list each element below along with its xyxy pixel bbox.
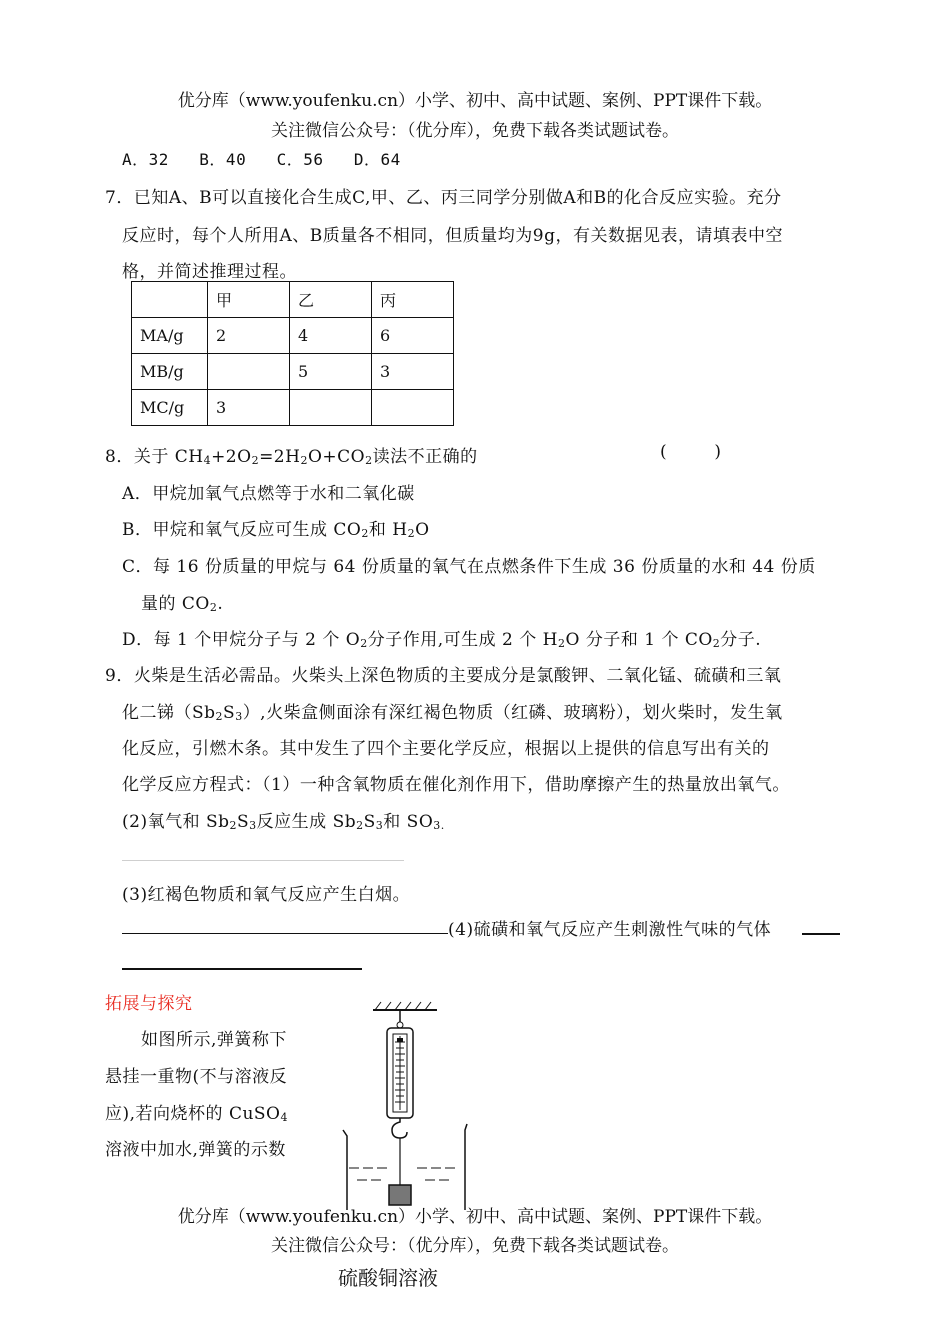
q9-line-5-end: 和 SO bbox=[383, 812, 434, 832]
q6-options: A．32 B．40 C．56 D．64 bbox=[122, 150, 401, 169]
table-cell: 3 bbox=[372, 354, 454, 390]
extension-text-1: 如图所示,弹簧称下 bbox=[141, 1030, 287, 1050]
footer-line-1: 优分库（www.youfenku.cn）小学、初中、高中试题、案例、PPT课件下载。 bbox=[177, 1207, 773, 1227]
extension-text-3-main: 应),若向烧杯的 CuSO bbox=[105, 1104, 281, 1124]
q8-option-c-line-1: C．每 16 份质量的甲烷与 64 份质量的氧气在点燃条件下生成 36 份质量的水和 44 份质 bbox=[122, 557, 816, 577]
header-line-2: 关注微信公众号：（优分库），免费下载各类试题试卷。 bbox=[271, 121, 679, 141]
q9-line-5: (2)氧气和 $Sb_2S_3$反应生成 $Sb_2S_3$和 $SO_{3.}$ bbox=[122, 812, 445, 832]
table-header-row bbox=[132, 282, 454, 318]
table-cell: 6 bbox=[372, 318, 454, 354]
q9-line-2-prefix: 化二锑（Sb bbox=[122, 703, 216, 723]
table-cell: MB/g bbox=[132, 354, 208, 390]
q9-line-3: 化反应，引燃木条。其中发生了四个主要化学反应，根据以上提供的信息写出有关的 bbox=[122, 739, 770, 759]
q9-line-2: 化二锑$(Sb_2S_3)$,火柴盒侧面涂有深红褐色物质（红磷、玻璃粉），划火柴时，发生氧 bbox=[122, 703, 783, 723]
q8-option-c-line-2: 量的 $CO_2$. bbox=[141, 594, 224, 614]
q8-option-c-text: 量的 CO bbox=[141, 594, 210, 614]
extension-title: 拓展与探究 bbox=[105, 994, 193, 1014]
q7-line-1: 7．已知A、B可以直接化合生成C,甲、乙、丙三同学分别做A和B的化合反应实验。充分 bbox=[105, 188, 782, 208]
extension-text-3: 应),若向烧杯的 CuSO$_4$ bbox=[105, 1104, 288, 1124]
q9-line-2-suffix: ）,火柴盒侧面涂有深红褐色物质（红磷、玻璃粉），划火柴时，发生氧 bbox=[242, 703, 783, 723]
answer-line-3[interactable] bbox=[122, 933, 448, 934]
table-cell: 丙 bbox=[372, 282, 454, 318]
table-row bbox=[132, 354, 454, 390]
q9-line-1: 9．火柴是生活必需品。火柴头上深色物质的主要成分是氯酸钾、二氧化锰、硫磺和三氧 bbox=[105, 666, 782, 686]
q8-option-a: A．甲烷加氧气点燃等于水和二氧化碳 bbox=[122, 484, 415, 504]
table-cell: 5 bbox=[290, 354, 372, 390]
table-cell: MA/g bbox=[132, 318, 208, 354]
answer-line-4b[interactable] bbox=[122, 968, 362, 970]
table-cell: 甲 bbox=[208, 282, 290, 318]
table-cell: 4 bbox=[290, 318, 372, 354]
q8-answer-bracket[interactable]: ( ) bbox=[660, 442, 722, 462]
table-cell bbox=[290, 390, 372, 426]
table-row bbox=[132, 390, 454, 426]
figure-caption: 硫酸铜溶液 bbox=[338, 1266, 438, 1290]
q8-option-b: B．甲烷和氧气反应可生成 $CO_2$和 $H_2O$ bbox=[122, 520, 430, 540]
table-row bbox=[132, 318, 454, 354]
q8-option-d-end: 分子. bbox=[720, 630, 762, 650]
q9-line-7: (4)硫磺和氧气反应产生刺激性气味的气体 bbox=[448, 920, 772, 940]
q8-option-b-end: O bbox=[415, 520, 430, 540]
q8-option-d-mid2: O 分子和 1 个 CO bbox=[565, 630, 713, 650]
q8-option-d-text: D．每 1 个甲烷分子与 2 个 O bbox=[122, 630, 361, 650]
footer-line-2: 关注微信公众号：（优分库），免费下载各类试题试卷。 bbox=[271, 1236, 679, 1256]
q9-line-5-mid: 反应生成 Sb bbox=[256, 812, 357, 832]
table-cell: 乙 bbox=[290, 282, 372, 318]
header-line-1: 优分库（www.youfenku.cn）小学、初中、高中试题、案例、PPT课件下载。 bbox=[177, 91, 773, 111]
table-cell bbox=[208, 354, 290, 390]
q9-line-6: (3)红褐色物质和氧气反应产生白烟。 bbox=[122, 885, 411, 905]
extension-text-2: 悬挂一重物(不与溶液反 bbox=[105, 1067, 288, 1087]
q7-line-3: 格，并简述推理过程。 bbox=[122, 262, 297, 282]
q8-option-d: D．每 1 个甲烷分子与 2 个 $O_2$分子作用,可生成 2 个 $H_2O$ 分子和 1 个 $CO_2$分子. bbox=[122, 630, 762, 650]
table-cell: MC/g bbox=[132, 390, 208, 426]
q8-option-b-mid: 和 H bbox=[368, 520, 408, 540]
q8-option-c-end: . bbox=[217, 594, 224, 614]
q8-option-b-text: B．甲烷和氧气反应可生成 CO bbox=[122, 520, 362, 540]
answer-line-2[interactable] bbox=[122, 860, 404, 861]
spring-scale-figure bbox=[335, 1000, 485, 1210]
extension-text-4: 溶液中加水,弹簧的示数 bbox=[105, 1140, 286, 1160]
table-cell: 2 bbox=[208, 318, 290, 354]
table-cell: 3 bbox=[208, 390, 290, 426]
table-cell bbox=[132, 282, 208, 318]
answer-line-4a[interactable] bbox=[802, 933, 840, 935]
q8-stem: 8．关于 $CH_4+2O_2=2H_2O+CO_2$读法不正确的 bbox=[105, 447, 478, 467]
q8-option-d-mid1: 分子作用,可生成 2 个 H bbox=[367, 630, 558, 650]
q8-stem-suffix: 读法不正确的 bbox=[372, 447, 478, 467]
q7-data-table bbox=[131, 281, 454, 426]
q9-line-4: 化学反应方程式：（1）一种含氧物质在催化剂作用下，借助摩擦产生的热量放出氧气。 bbox=[122, 775, 790, 795]
q8-stem-prefix: 8．关于 CH bbox=[105, 447, 204, 467]
q7-line-2: 反应时，每个人所用A、B质量各不相同，但质量均为9g，有关数据见表，请填表中空 bbox=[122, 226, 783, 246]
q9-line-5-prefix: (2)氧气和 Sb bbox=[122, 812, 230, 832]
table-cell bbox=[372, 390, 454, 426]
